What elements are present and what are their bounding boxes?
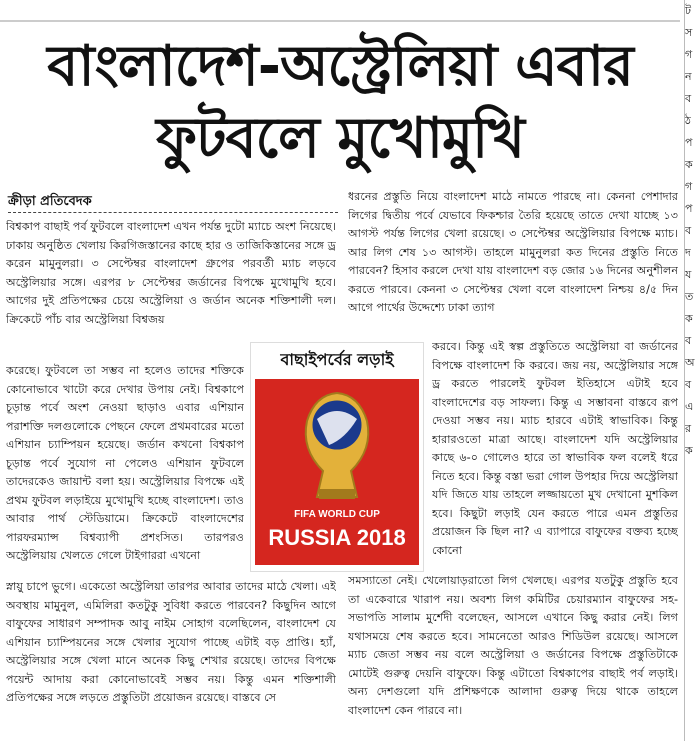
article-text-left-bottom — [6, 578, 336, 738]
edge-fragment: ক — [685, 444, 693, 457]
byline: ক্রীড়া প্রতিবেদক — [8, 194, 92, 209]
edge-fragment: ঠ — [685, 114, 691, 127]
poster-caption: FIFA WORLD CUP — [294, 509, 380, 520]
edge-fragment: ট — [685, 4, 691, 17]
article-text-right-bottom — [348, 572, 678, 738]
edge-fragment: এ — [685, 400, 694, 413]
paragraph: স্নায়ু চাপে ভুগে। একেতো অস্ট্রেলিয়া তারপর আবার তাদের মাঠে খেলা। এই অবস্থায় মামুনুল, এমিলিরা কতটুকু সুবিধা করতে পারবেন? কিছুদিন আগে বাফুফের সাধারণ সম্পাদক আবু নাইম সোহাগ বলেছিলেন, বাংলাদেশ যে এশিয়ান চ্যাম্পিয়নের সঙ্গে খেলার সুযোগ পাচ্ছে এটাই বড় প্রাপ্তি। হ্যাঁ, অস্ট্রেলিয়ার সঙ্গে খেলা মানে অনেক কিছু শেখার রয়েছে। তাদের বিপক্ষে পয়েন্ট আদায় করা কোনোভাবেই সম্ভব নয়। কিন্তু এমন শক্তিশালী প্রতিপক্ষের সঙ্গে লড়তে প্রস্তুতিটা প্রয়োজন রয়েছে। বাস্তবে সে — [6, 580, 336, 704]
headline-line-1: বাংলাদেশ-অস্ট্রেলিয়া এবার — [47, 34, 633, 99]
edge-fragment: ত — [685, 290, 694, 303]
edge-fragment: গ — [685, 180, 693, 193]
sidebar-box — [250, 342, 424, 572]
world-cup-trophy-icon — [255, 379, 419, 509]
adjacent-column-fragment — [684, 0, 696, 741]
edge-fragment: য — [685, 268, 692, 281]
headline-line-2: ফুটবলে মুখোমুখি — [156, 106, 524, 171]
paragraph: করেছে। ফুটবলে তা সম্ভব না হলেও তাদের শক্তিকে কোনোভাবে খাটো করে দেখার উপায় নেই। বিশ্বকাপে চূড়ান্ত পর্বে অংশ নেওয়া ছাড়াও এবার এশিয়ান পরাশক্তি দলগুলোকে পেছনে ফেলে প্রথমবারের মতো এশিয়ান চ্যাম্পিয়ন হয়েছে। জর্ডান কখনো বিশ্বকাপ চূড়ান্ত পর্বে সুযোগ না পেলেও এশিয়ান ফুটবলে তাদেরকেও জায়ান্ট বলা হয়। অস্ট্রেলিয়ার বিপক্ষে এই প্রথম ফুটবল লড়াইয়ে মুখোমুখি হচ্ছে বাংলাদেশ। তাও আবার পার্থ স্টেডিয়ামে। ক্রিকেটে বাংলাদেশের পারফরম্যান্স বিশ্বব্যাপী প্রশংসিত। তারপরও অস্ট্রেলিয়ায় খেলতে গেলে টাইগাররা এখনো — [6, 364, 244, 562]
paragraph: সমস্যাতো নেই। খেলোয়াড়রাতো লিগ খেলছে। এরপর যতটুকু প্রস্তুতি হবে তা একেবারে খারাপ নয়। অবশ্য লিগ কমিটির চেয়ারম্যান বাফুফের সহ-সভাপতি সালাম মুর্শেদী বলেছেন, আসলে এখানে কিছু করার নেই। লিগ যথাসময়ে শেষ করতে হবে। সামনেতো আরও শিডিউল রয়েছে। আসলে ম্যাচ জেতা সম্ভব নয় বলে অস্ট্রেলিয়া ও জর্ডানের বিপক্ষে প্রস্তুতিটাকে মোটেই গুরুত্ব দেয়নি বাফুফে। কিন্তু এটাতো বিশ্বকাপের বাছাই পর্ব লড়াই। অন্য দেশগুলো যদি প্রশিক্ষণকে আলাদা গুরুত্ব দিয়ে থাকে তাহলে বাংলাদেশ কেন পারবে না। — [348, 574, 678, 717]
edge-fragment: ব — [685, 224, 692, 237]
paragraph: করবে। কিন্তু এই স্বল্প প্রস্তুতিতে অস্ট্রেলিয়া বা জর্ডানের বিপক্ষে বাংলাদেশ কি করবে। জয় নয়, অস্ট্রেলিয়ার সঙ্গে ড্র করতে পারলেই ফুটবল ইতিহাসে এটাই হবে বাংলাদেশের বড় সাফল্য। কিন্তু এ সম্ভাবনা বাস্তবে রূপ দেওয়া সম্ভব নয়। ম্যাচ হারবে এটাই স্বাভাবিক। কিন্তু হারারওতো মাত্রা আছে। বাংলাদেশ যদি অস্ট্রেলিয়ার কাছে ৬-০ গোলেও হারে তা স্বাভাবিক ফল বলেই ধরে নিতে হবে। কিন্তু বস্তা ভরা গোল উপহার দিয়ে অস্ট্রেলিয়া যদি জিতে যায় তাহলে লজ্জায়তো মুখ দেখানো মুশকিল হবে। কিছুটা লড়াই যেন করতে পারে এমন প্রস্তুতির প্রয়োজন কি ছিল না? এ ব্যাপারে বাফুফের বক্তব্য হচ্ছে কোনো — [432, 340, 678, 557]
world-cup-poster — [255, 379, 419, 565]
article-text-right-wrap — [432, 338, 678, 570]
edge-fragment: স — [685, 26, 693, 39]
edge-fragment: ক — [685, 158, 693, 171]
edge-fragment: ব — [685, 378, 692, 391]
edge-fragment: প — [685, 136, 693, 149]
paragraph: বিশ্বকাপ বাছাই পর্ব ফুটবলে বাংলাদেশ এখন পর্যন্ত দুটো ম্যাচে অংশ নিয়েছে। ঢাকায় অনুষ্ঠিত খেলায় কিরগিজস্তানের কাছে হার ও তাজিকিস্তানের সঙ্গে ড্র করেন মামুনুলরা। ৩ সেপ্টেম্বর বাংলাদেশ গ্রুপের পরবর্তী ম্যাচ লড়বে অস্ট্রেলিয়ার সঙ্গে। এরপর ৮ সেপ্টেম্বর জর্ডানের বিপক্ষে মুখোমুখি হবে। আগের দুই প্রতিপক্ষের চেয়ে অস্ট্রেলিয়া ও জর্ডান অনেক শক্তিশালী দল। ক্রিকেটে পাঁচ বার অস্ট্রেলিয়া বিশ্বজয় — [6, 220, 336, 326]
edge-fragment: ব — [685, 92, 692, 105]
edge-fragment: র — [685, 422, 692, 435]
poster-title: RUSSIA 2018 — [268, 525, 406, 550]
article-text-right-top — [348, 188, 678, 338]
edge-fragment: অ — [685, 356, 695, 369]
byline-divider — [8, 212, 338, 213]
top-rule — [0, 20, 680, 22]
sidebar-box-title: বাছাইপর্বের লড়াই — [280, 350, 394, 369]
edge-fragment: দ — [685, 246, 691, 259]
edge-fragment: ক — [685, 312, 693, 325]
edge-fragment: ন — [685, 70, 692, 83]
edge-fragment: ব — [685, 334, 692, 347]
article-text-left-wrap — [6, 362, 244, 578]
edge-fragment: প — [685, 202, 693, 215]
paragraph: ধরনের প্রস্তুতি নিয়ে বাংলাদেশ মাঠে নামতে পারছে না। কেননা পেশাদার লিগের দ্বিতীয় পর্বে যেভাবে ফিকশ্চার তৈরি হয়েছে তাতে দেখা যাচ্ছে ১৩ আগস্ট পর্যন্ত লিগের খেলা রয়েছে। ৩ সেপ্টেম্বর অস্ট্রেলিয়ার বিপক্ষে ম্যাচ। আর লিগ শেষ ১৩ আগস্ট। তাহলে মামুনুলরা কত দিনের প্রস্তুতি নিতে পারবেন? হিসাব করলে দেখা যায় বাংলাদেশ বড় জোর ১৬ দিনের অনুশীলন করতে পারবে। কেননা ৩ সেপ্টেম্বর খেলা বলে বাংলাদেশ নিশ্চয় ৪/৫ দিন আগে পার্থের উদ্দেশ্যে ঢাকা ত্যাগ — [348, 190, 678, 314]
edge-fragment: গ — [685, 48, 693, 61]
